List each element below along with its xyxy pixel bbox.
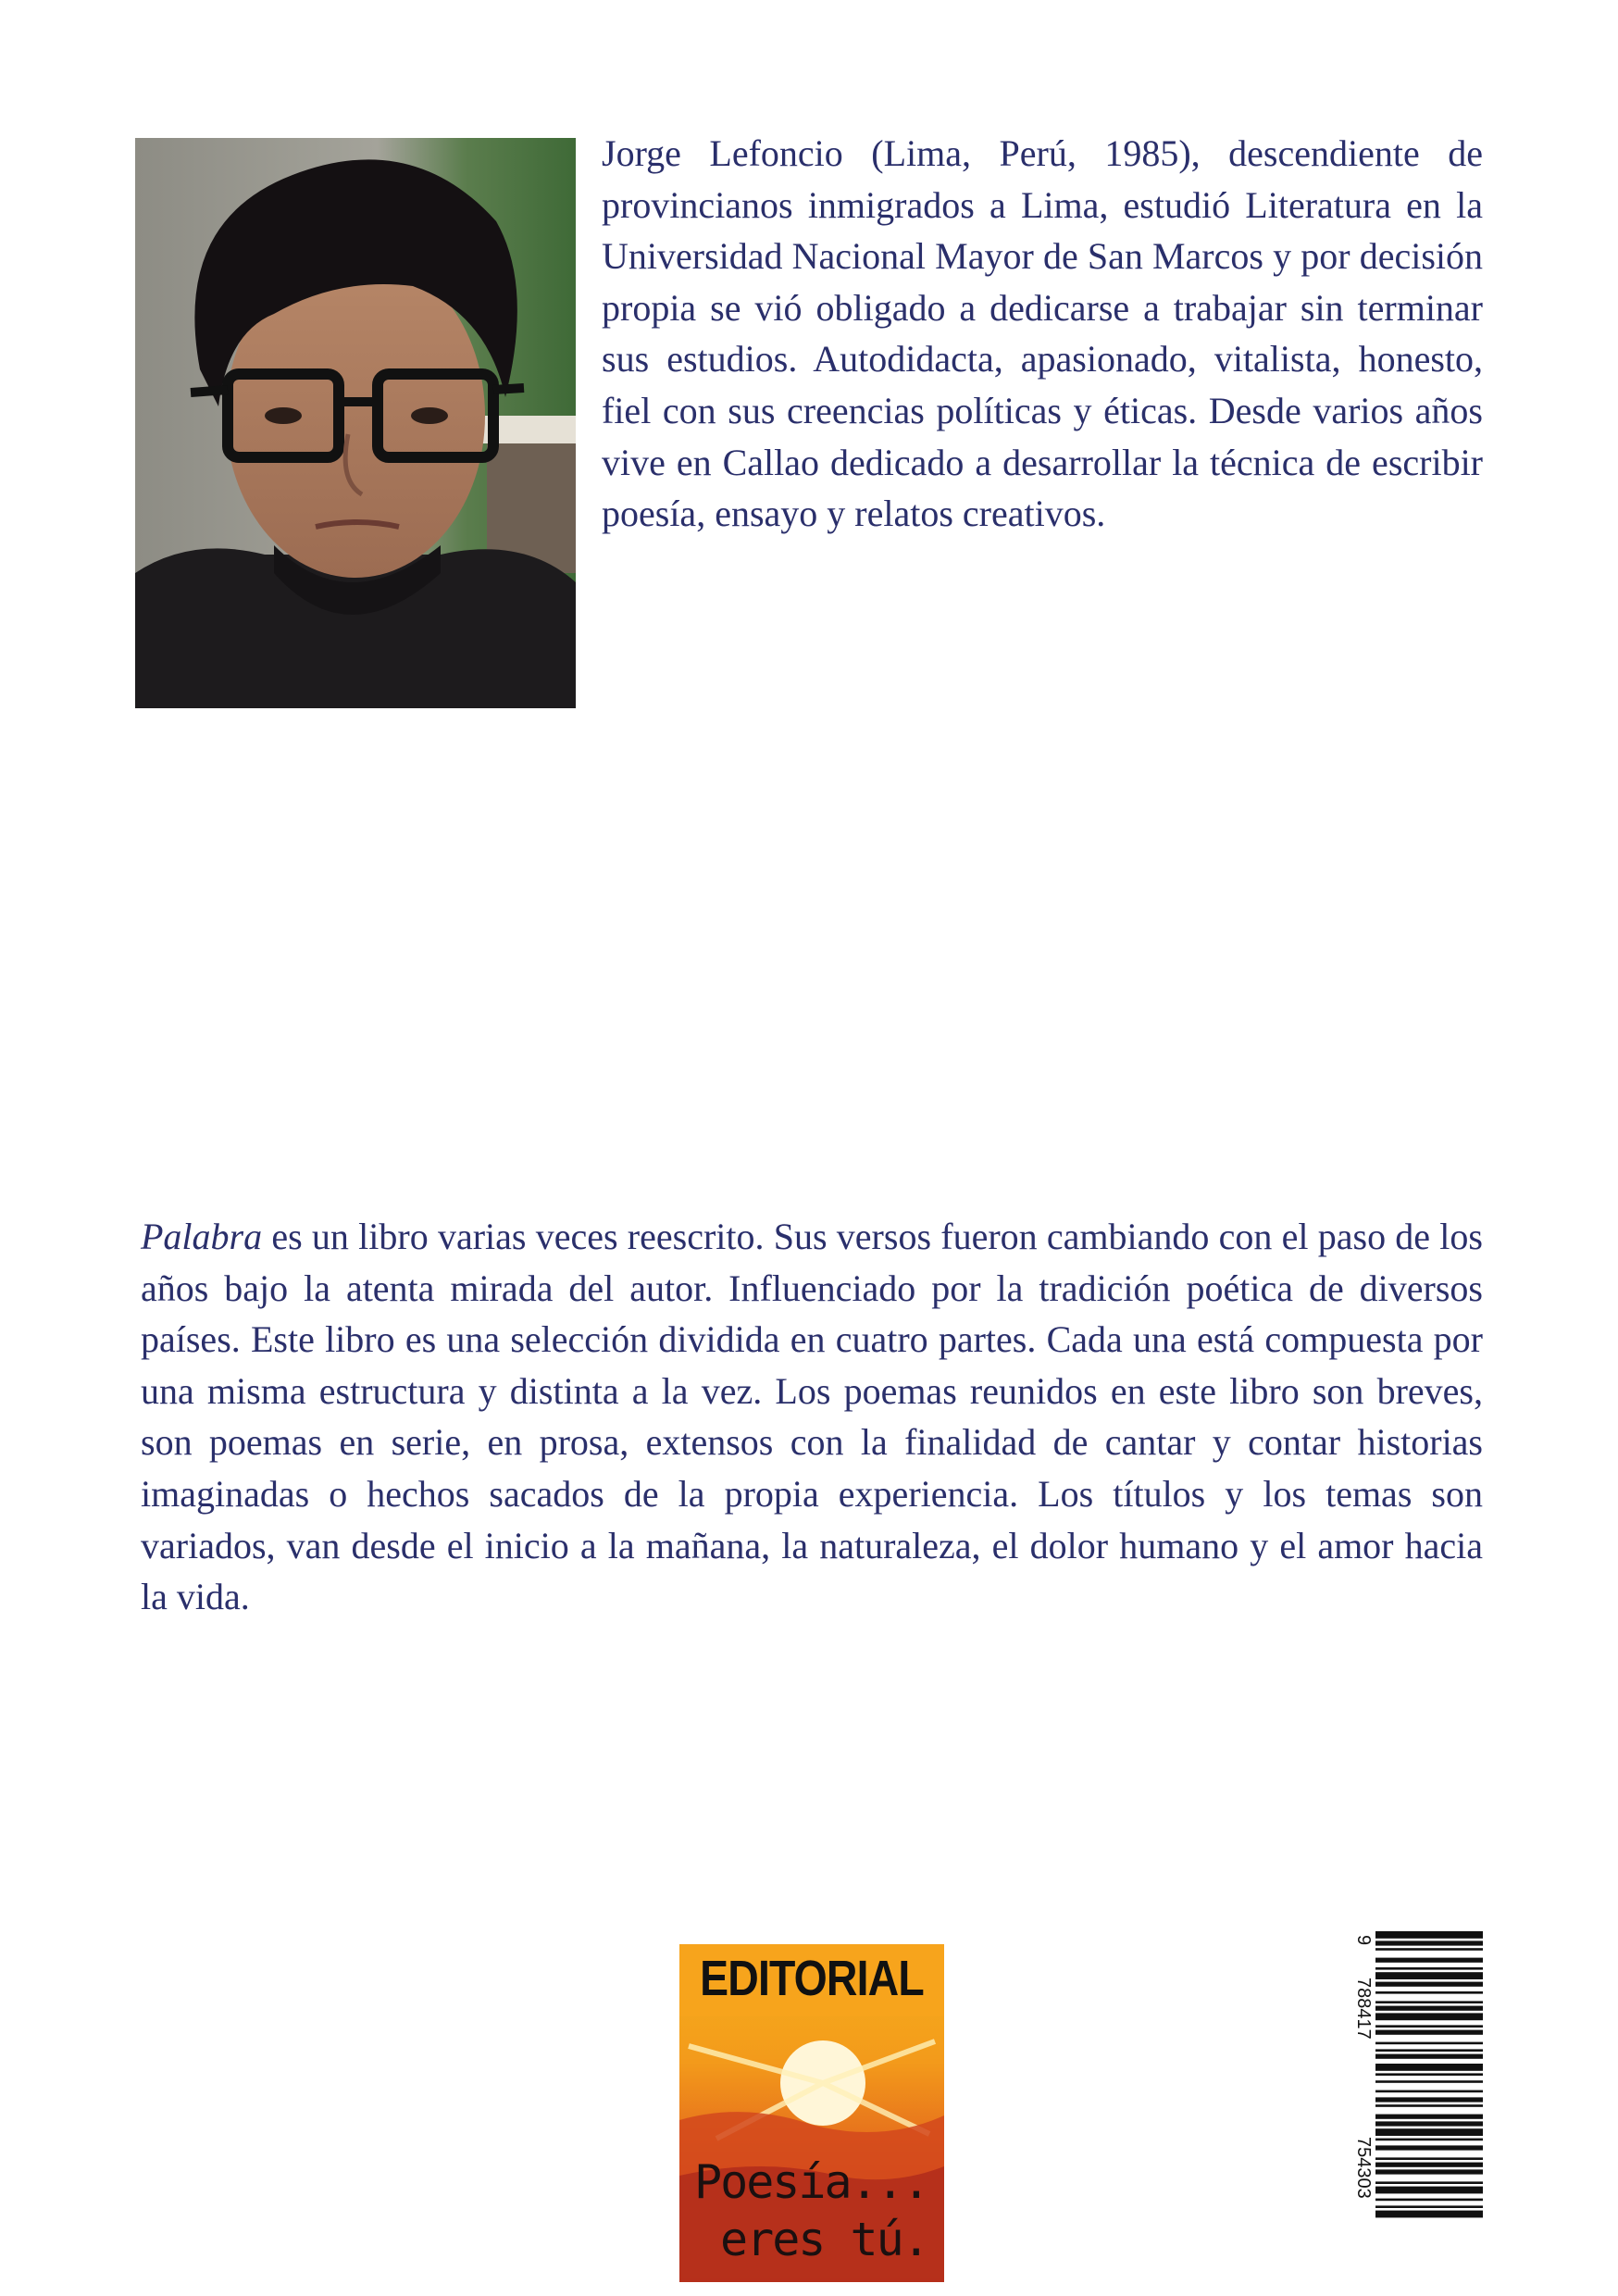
- barcode-bar: [1375, 2030, 1483, 2035]
- isbn-barcode: [1353, 1931, 1483, 2283]
- barcode-bar: [1375, 2049, 1483, 2052]
- barcode-bar: [1375, 1931, 1483, 1939]
- barcode-bar: [1375, 2080, 1483, 2083]
- barcode-bar: [1375, 2115, 1483, 2119]
- barcode-bar: [1375, 2205, 1483, 2208]
- publisher-logo-label-top: EDITORIAL: [700, 1951, 924, 2006]
- author-photo: [135, 138, 576, 708]
- barcode-bar: [1375, 1948, 1483, 1951]
- barcode-bar: [1375, 2145, 1483, 2150]
- barcode-digits-group1: 788417: [1353, 1978, 1374, 2040]
- barcode-bar: [1375, 2211, 1483, 2218]
- barcode-bar: [1375, 2013, 1483, 2020]
- barcode-digit-lead: 9: [1353, 1935, 1374, 1946]
- barcode-bar: [1375, 2187, 1483, 2194]
- barcode-bar: [1375, 2054, 1483, 2059]
- barcode-bars: [1375, 1931, 1483, 2283]
- publisher-logo: [679, 1944, 944, 2282]
- barcode-bar: [1375, 2064, 1483, 2071]
- barcode-bar: [1375, 1991, 1483, 1994]
- barcode-digits: [1353, 1931, 1375, 2283]
- publisher-logo-label-line1: Poesía...: [694, 2155, 928, 2209]
- barcode-bar: [1375, 1958, 1483, 1963]
- book-synopsis: [141, 1211, 1483, 1623]
- barcode-bar: [1375, 2128, 1483, 2136]
- barcode-bar: [1375, 2199, 1483, 2202]
- barcode-bar: [1375, 2181, 1483, 2184]
- barcode-bar: [1375, 2006, 1483, 2011]
- barcode-bar: [1375, 1982, 1483, 1987]
- synopsis-text: es un libro varias veces reescrito. Sus versos fueron cambiando con el paso de los años bajo la atenta mirada del autor. Influenciado por la tradición poética de diversos países. Este libro es una selección dividida en cuatro partes. Cada una está compuesta por una misma estructura y distinta a la vez. Los poemas reunidos en este libro son breves, son poemas en serie, en prosa, extensos con la finalidad de cantar y contar historias imaginadas o hechos sacados de la propia experiencia. Los títulos y los temas son variados, van desde el inicio a la mañana, la naturaleza, el dolor humano y el amor hacia la vida.: [141, 1216, 1483, 1618]
- barcode-digits-group2: 754303: [1353, 2137, 1374, 2199]
- barcode-bar: [1375, 2073, 1483, 2076]
- barcode-bar: [1375, 2025, 1483, 2028]
- barcode-bar: [1375, 2121, 1483, 2126]
- barcode-bar: [1375, 2042, 1483, 2045]
- barcode-bar: [1375, 2001, 1483, 2003]
- publisher-logo-label-line2: eres tú.: [720, 2213, 928, 2266]
- author-portrait-illustration: [135, 138, 576, 708]
- barcode-bar: [1375, 2104, 1483, 2107]
- book-title: Palabra: [141, 1216, 263, 1257]
- barcode-bar: [1375, 2163, 1483, 2167]
- barcode-bar: [1375, 1967, 1483, 1970]
- author-bio: Jorge Lefoncio (Lima, Perú, 1985), descendiente de provincianos inmigrados a Lima, estudió Literatura en la Universidad Nacional Mayor de San Marcos y por decisión propia se vió obligado a dedicarse a trabajar sin terminar sus estudios. Autodidacta, apasionado, vitalista, honesto, fiel con sus creencias políticas y éticas. Desde varios años vive en Callao dedicado a desarrollar la técnica de escribir poesía, ensayo y relatos creativos.: [602, 132, 1483, 535]
- barcode-bar: [1375, 1940, 1483, 1945]
- barcode-bar: [1375, 2139, 1483, 2141]
- barcode-bar: [1375, 2097, 1483, 2102]
- barcode-bar: [1375, 2090, 1483, 2093]
- barcode-bar: [1375, 2169, 1483, 2174]
- barcode-bar: [1375, 2157, 1483, 2160]
- barcode-bar: [1375, 1972, 1483, 1979]
